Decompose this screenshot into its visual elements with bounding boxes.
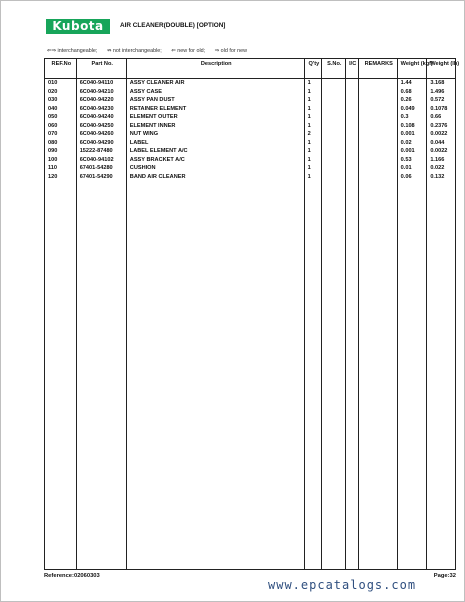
table-row [45,79,456,88]
weight-kgf-cell: 0.02 [397,139,427,148]
serial-no-cell [322,88,346,97]
serial-no-cell [322,113,346,122]
weight-lb-cell: 1.496 [427,88,456,97]
table-row [45,122,456,131]
description-cell: ELEMENT INNER [126,122,304,131]
ref-no-cell: 090 [45,147,77,156]
qty-cell: 1 [304,164,321,173]
weight-kgf-cell: 0.049 [397,105,427,114]
weight-kgf-cell: 0.01 [397,164,427,173]
weight-kgf-cell: 0.108 [397,122,427,131]
table-header-row [45,59,456,79]
qty-cell: 1 [304,113,321,122]
parts-table-body [45,79,456,570]
weight-lb-cell: 0.572 [427,96,456,105]
part-no-cell: 67401-54290 [76,173,126,182]
ic-cell [345,105,358,114]
serial-no-cell [322,79,346,88]
remarks-cell [358,130,397,139]
legend-interchangeable: ⇐⇒ interchangeable; [47,48,98,54]
description-cell: CUSHION [126,164,304,173]
qty-cell: 1 [304,147,321,156]
col-ref-no: REF.No [45,59,77,79]
weight-lb-cell: 0.0022 [427,147,456,156]
weight-lb-cell: 0.1078 [427,105,456,114]
ic-cell [345,122,358,131]
ic-cell [345,139,358,148]
table-row [45,173,456,182]
table-row [45,88,456,97]
legend [47,48,255,54]
ic-cell [345,147,358,156]
qty-cell: 2 [304,130,321,139]
part-no-cell: 6C040-94290 [76,139,126,148]
weight-kgf-cell: 1.44 [397,79,427,88]
weight-lb-cell: 1.166 [427,156,456,165]
part-no-cell: 6C040-94250 [76,122,126,131]
table-row [45,164,456,173]
table-row [45,156,456,165]
serial-no-cell [322,105,346,114]
table-row [45,130,456,139]
col-qty: Q'ty [304,59,321,79]
qty-cell: 1 [304,96,321,105]
col-serial-no: S.No. [322,59,346,79]
qty-cell: 1 [304,173,321,182]
parts-table [44,58,460,570]
ref-no-cell: 040 [45,105,77,114]
qty-cell: 1 [304,122,321,131]
description-cell: ELEMENT OUTER [126,113,304,122]
ic-cell [345,96,358,105]
remarks-cell [358,113,397,122]
table-row [45,147,456,156]
ic-cell [345,79,358,88]
description-cell: RETAINER ELEMENT [126,105,304,114]
table-filler-row [45,181,456,570]
remarks-cell [358,88,397,97]
table-row [45,96,456,105]
serial-no-cell [322,173,346,182]
part-no-cell: 6C040-94210 [76,88,126,97]
table-row [45,105,456,114]
part-no-cell: 6C040-94110 [76,79,126,88]
weight-lb-cell: 0.66 [427,113,456,122]
remarks-cell [358,147,397,156]
serial-no-cell [322,156,346,165]
part-no-cell: 15222-87480 [76,147,126,156]
ref-no-cell: 100 [45,156,77,165]
ic-cell [345,113,358,122]
qty-cell: 1 [304,139,321,148]
col-weight-lb: Weight (lb) [427,59,456,79]
description-cell: ASSY CASE [126,88,304,97]
watermark-url: www.epcatalogs.com [268,578,417,592]
remarks-cell [358,139,397,148]
remarks-cell [358,79,397,88]
description-cell: LABEL [126,139,304,148]
reference-number: Reference:02060303 [44,573,100,579]
ic-cell [345,164,358,173]
serial-no-cell [322,130,346,139]
weight-lb-cell: 0.132 [427,173,456,182]
weight-kgf-cell: 0.06 [397,173,427,182]
weight-kgf-cell: 0.3 [397,113,427,122]
col-remarks: REMARKS [358,59,397,79]
weight-lb-cell: 0.2376 [427,122,456,131]
weight-lb-cell: 0.0022 [427,130,456,139]
weight-kgf-cell: 0.68 [397,88,427,97]
serial-no-cell [322,96,346,105]
ref-no-cell: 060 [45,122,77,131]
page-number: Page:32 [433,573,456,579]
qty-cell: 1 [304,88,321,97]
weight-lb-cell: 0.022 [427,164,456,173]
remarks-cell [358,105,397,114]
description-cell: ASSY BRACKET A/C [126,156,304,165]
ic-cell [345,156,358,165]
kubota-logo: Kubota [46,19,110,34]
weight-kgf-cell: 0.26 [397,96,427,105]
col-description: Description [126,59,304,79]
ic-cell [345,88,358,97]
table-row [45,113,456,122]
weight-lb-cell: 3.168 [427,79,456,88]
remarks-cell [358,156,397,165]
part-no-cell: 6C040-94230 [76,105,126,114]
description-cell: LABEL ELEMENT A/C [126,147,304,156]
remarks-cell [358,164,397,173]
description-cell: BAND AIR CLEANER [126,173,304,182]
table-row [45,139,456,148]
ref-no-cell: 110 [45,164,77,173]
qty-cell: 1 [304,156,321,165]
ref-no-cell: 050 [45,113,77,122]
col-ic: I/C [345,59,358,79]
qty-cell: 1 [304,105,321,114]
remarks-cell [358,173,397,182]
remarks-cell [358,122,397,131]
serial-no-cell [322,139,346,148]
weight-kgf-cell: 0.001 [397,147,427,156]
part-no-cell: 6C040-94240 [76,113,126,122]
page-title: AIR CLEANER(DOUBLE) [OPTION] [120,22,226,29]
ref-no-cell: 070 [45,130,77,139]
ref-no-cell: 010 [45,79,77,88]
remarks-cell [358,96,397,105]
description-cell: ASSY PAN DUST [126,96,304,105]
serial-no-cell [322,147,346,156]
part-no-cell: 67401-54280 [76,164,126,173]
col-weight-kgf: Weight (kgf) [397,59,427,79]
description-cell: ASSY CLEANER AIR [126,79,304,88]
description-cell: NUT WING [126,130,304,139]
col-part-no: Part No. [76,59,126,79]
legend-old-for-new: ⇒ old for new [214,48,248,54]
weight-kgf-cell: 0.001 [397,130,427,139]
ref-no-cell: 020 [45,88,77,97]
legend-new-for-old: ⇐ new for old; [171,48,206,54]
serial-no-cell [322,164,346,173]
ic-cell [345,173,358,182]
weight-kgf-cell: 0.53 [397,156,427,165]
weight-lb-cell: 0.044 [427,139,456,148]
ref-no-cell: 030 [45,96,77,105]
ref-no-cell: 120 [45,173,77,182]
ic-cell [345,130,358,139]
ref-no-cell: 080 [45,139,77,148]
part-no-cell: 6C040-94102 [76,156,126,165]
qty-cell: 1 [304,79,321,88]
serial-no-cell [322,122,346,131]
part-no-cell: 6C040-94260 [76,130,126,139]
part-no-cell: 6C040-94220 [76,96,126,105]
legend-not-interchangeable: ⇏ not interchangeable; [106,48,162,54]
